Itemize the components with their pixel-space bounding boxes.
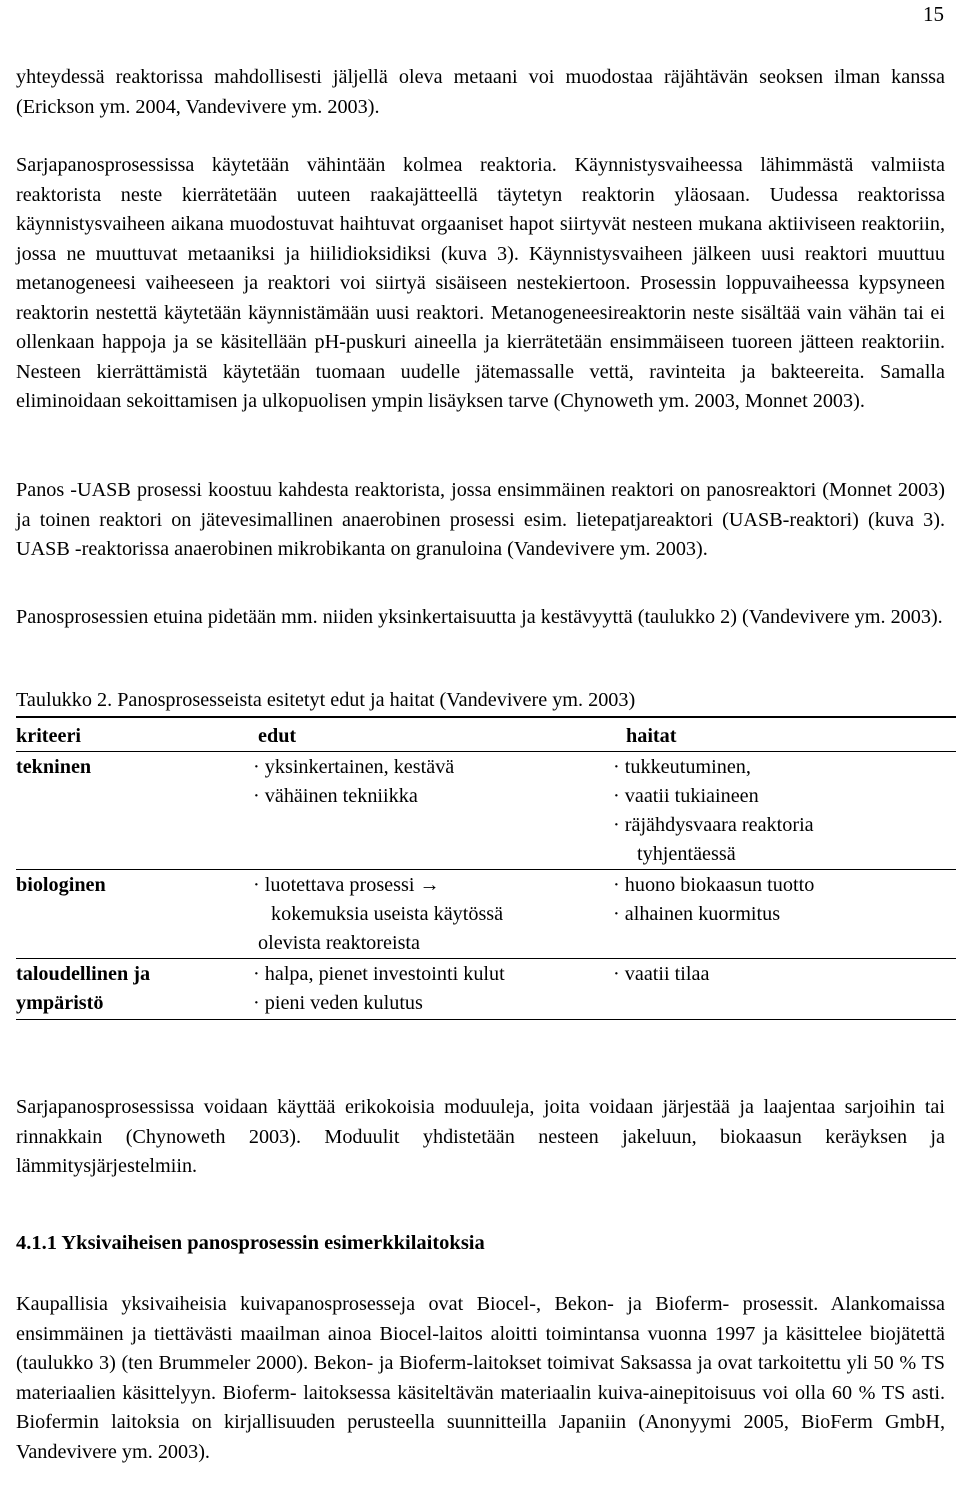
row-biological-pro-2: kokemuksia useista käytössä: [271, 903, 504, 925]
paragraph-2: Sarjapanosprosessissa käytetään vähintään kolmea reaktoria. Käynnistysvaiheessa lähimmästä valmiista reaktorista neste kierrätetään uuteen raakajätteellä täytetyn reaktorin yläosaan. Uudessa reaktorissa käynnistysvaiheen aikana muodostuvat haihtuvat orgaaniset hapot siirtyvät nesteen mukana aktiiviseen reaktoriin, jossa ne muuttuvat metaaniksi ja hiilidioksidiksi (kuva 3). Käynnistysvaiheen jälkeen uusi reaktori muuttuu metanogeneesi vaiheeseen ja reaktori voi siirtyä sisäiseen nestekiertoon. Prosessin loppuvaiheessa kypsyneen reaktorin nestettä käytetään käynnistämään uusi reaktori. Metanogeneesireaktorin neste sisältää vain vähän tai ei ollenkaan happoja ja se käsitellään pH-puskuri aineella ja kierrätetään ensimmäiseen tuoreen jätteen reaktoriin. Nesteen kierrättämistä käytetään tuomaan uudelle jätemassalle vettä, ravinteita ja bakteereita. Samalla eliminoidaan sekoittamisen ja ulkopuolisen ympin lisäyksen tarve (Chynoweth ym. 2003, Monnet 2003).: [16, 154, 945, 412]
row-economic-pro-1: · halpa, pienet investointi kulut: [253, 963, 505, 985]
header-criteria: kriteeri: [16, 725, 82, 747]
row-biological-con-1: · huono biokaasun tuotto: [613, 874, 815, 896]
header-cons: haitat: [626, 725, 677, 747]
header-pros: edut: [258, 725, 297, 747]
row-biological-criterion: biologinen: [16, 874, 106, 896]
paragraph-3: Panos -UASB prosessi koostuu kahdesta reaktorista, jossa ensimmäinen reaktori on panosreaktori (Monnet 2003) ja toinen reaktori on jätevesimallinen anaerobinen prosessi esim. lietepatjareaktori (UASB-reaktori) (kuva 3). UASB -reaktorissa anaerobinen mikrobikanta on granuloina (Vandevivere ym. 2003).: [16, 479, 945, 560]
row-technical-criterion: tekninen: [16, 756, 92, 778]
row-technical-con-2: · vaatii tukiaineen: [613, 785, 759, 807]
header-rule: [16, 751, 956, 752]
row-1-rule: [16, 869, 956, 870]
paragraph-4: Panosprosessien etuina pidetään mm. niiden yksinkertaisuutta ja kestävyyttä (taulukko 2) (Vandevivere ym. 2003).: [16, 606, 943, 628]
row-biological-pro-3: olevista reaktoreista: [258, 932, 420, 954]
row-technical-pro-2: · vähäinen tekniikka: [253, 785, 418, 807]
row-technical-con-3: · räjähdysvaara reaktoria: [613, 814, 814, 836]
table-caption: Taulukko 2. Panosprosesseista esitetyt edut ja haitat (Vandevivere ym. 2003): [16, 689, 636, 711]
section-heading: 4.1.1 Yksivaiheisen panosprosessin esimerkkilaitoksia: [16, 1232, 485, 1254]
paragraph-6: Kaupallisia yksivaiheisia kuivapanosprosesseja ovat Biocel-, Bekon- ja Bioferm- prosessit. Alankomaissa ensimmäinen ja tiettävästi maailman ainoa Biocel-laitos aloitti toimintansa vuonna 1997 ja käsittelee biojätettä (taulukko 3) (ten Brummeler 2000). Bekon- ja Bioferm-laitokset toimivat Saksassa ja ovat tarkoitettu yli 50 % TS materiaalien käsittelyyn. Bioferm- laitoksessa käsiteltävän materiaalin kuiva-ainepitoisuus voi olla 60 % TS asti. Biofermin laitoksia on kirjallisuuden perusteella suunnitteilla Japaniin (Anonyymi 2005, BioFerm GmbH, Vandevivere ym. 2003).: [16, 1293, 945, 1463]
row-biological-con-2: · alhainen kuormitus: [613, 903, 781, 925]
paragraph-5: Sarjapanosprosessissa voidaan käyttää erikokoisia moduuleja, joita voidaan järjestää ja laajentaa sarjoihin tai rinnakkain (Chynoweth 2003). Moduulit yhdistetään nesteen jakeluun, biokaasun keräyksen ja lämmitysjärjestelmiin.: [16, 1096, 945, 1177]
row-technical-con-4: tyhjentäessä: [637, 843, 736, 865]
row-2-rule: [16, 958, 956, 959]
row-biological-pro-1: · luotettava prosessi →: [253, 874, 440, 896]
paragraph-1: yhteydessä reaktorissa mahdollisesti jäljellä oleva metaani voi muodostaa räjähtävän seoksen ilman kanssa (Erickson ym. 2004, Vandevivere ym. 2003).: [16, 66, 945, 118]
page-number: 15: [923, 2, 944, 26]
table-bottom-rule: [16, 1019, 956, 1020]
row-economic-con-1: · vaatii tilaa: [613, 963, 710, 985]
row-technical-con-1: · tukkeutuminen,: [613, 756, 751, 778]
row-economic-criterion-line-1: taloudellinen ja: [16, 963, 151, 985]
row-economic-pro-2: · pieni veden kulutus: [253, 992, 423, 1014]
row-economic-criterion-line-2: ympäristö: [16, 992, 104, 1014]
row-technical-pro-1: · yksinkertainen, kestävä: [253, 756, 455, 778]
table-top-rule: [16, 716, 956, 718]
